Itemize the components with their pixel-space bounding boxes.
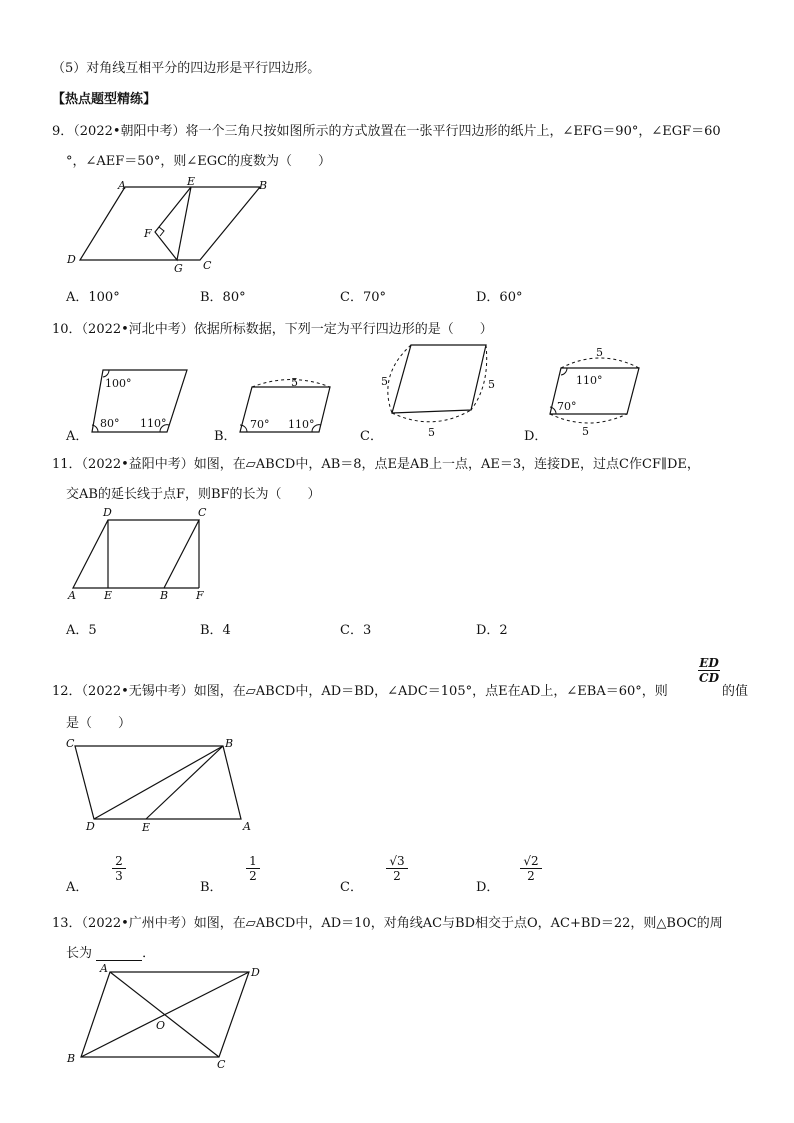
q12-fraction-numerator: ED <box>699 656 719 670</box>
q10-option-b[interactable]: B． <box>214 429 237 444</box>
q12-option-a[interactable]: A． <box>66 880 89 895</box>
q10-option-d[interactable]: D． <box>524 429 548 444</box>
q12-option-d-fraction <box>520 854 542 883</box>
q12-option-c-fraction <box>386 854 408 883</box>
q12-fraction-denominator: CD <box>699 671 719 685</box>
q12-option-d-num: √2 <box>520 854 542 869</box>
q12-option-a-num: 2 <box>112 854 126 869</box>
q10c-bottom-length: 5 <box>428 426 435 439</box>
q9-label-D: D <box>67 253 76 266</box>
q12-option-a-den: 3 <box>115 869 123 883</box>
q12-option-d[interactable]: D． <box>476 880 500 895</box>
section-title: 【热点题型精练】 <box>52 92 157 107</box>
q11-label-E: E <box>104 589 113 602</box>
q10-option-c[interactable]: C． <box>360 429 383 444</box>
q10b-angle-2: 110° <box>288 418 315 431</box>
q10-figure-d <box>540 348 650 438</box>
q9-stem-line2: °，∠AEF＝50°，则∠EGC的度数为（ ） <box>66 154 332 169</box>
q13-stem-post: ． <box>142 946 156 961</box>
q9-option-d[interactable]: D．60° <box>476 290 523 305</box>
q10d-top-length: 5 <box>596 346 603 359</box>
q12-stem-tail: 的值 <box>722 684 749 699</box>
q11-label-C: C <box>198 506 207 519</box>
q11-stem-line2: 交AB的延长线于点F，则BF的长为（ ） <box>66 487 321 502</box>
q11-option-a[interactable]: A．5 <box>66 623 97 638</box>
q11-option-d[interactable]: D．2 <box>476 623 508 638</box>
q13-stem-line1: 13．（2022•广州中考）如图，在▱ABCD中，AD＝10，对角线AC与BD相交于点O，AC+BD＝22，则△BOC的周 <box>52 916 723 931</box>
q10c-left-length: 5 <box>381 375 388 388</box>
q10d-bottom-length: 5 <box>582 425 589 438</box>
q12-stem-line2: 是（ ） <box>66 716 132 731</box>
q10c-right-length: 5 <box>488 378 495 391</box>
q9-option-c[interactable]: C．70° <box>340 290 386 305</box>
q9-figure <box>60 175 280 275</box>
q9-label-B: B <box>259 179 268 192</box>
q13-answer-blank[interactable] <box>96 948 142 961</box>
q11-label-F: F <box>196 589 204 602</box>
q10-figure-c <box>378 340 498 440</box>
q13-figure <box>62 962 272 1072</box>
q13-label-O: O <box>156 1019 166 1032</box>
q11-stem-line1: 11．（2022•益阳中考）如图，在▱ABCD中，AB＝8，点E是AB上一点，AE＝3，连接DE，过点C作CF∥DE， <box>52 457 700 472</box>
q12-label-E: E <box>142 821 151 834</box>
q12-option-b-fraction <box>246 854 260 883</box>
q12-stem-line1: 12．（2022•无锡中考）如图，在▱ABCD中，AD＝BD，∠ADC＝105°，点E在AD上，∠EBA＝60°，则 <box>52 684 668 699</box>
q13-label-B: B <box>67 1052 76 1065</box>
q9-label-C: C <box>203 259 212 272</box>
q12-option-c[interactable]: C． <box>340 880 363 895</box>
q10-figure-b <box>230 372 340 434</box>
q11-label-B: B <box>160 589 169 602</box>
q9-option-b[interactable]: B．80° <box>200 290 246 305</box>
q12-option-c-den: 2 <box>393 869 401 883</box>
q13-label-C: C <box>217 1058 226 1071</box>
q9-label-G: G <box>174 262 183 275</box>
q12-label-C: C <box>66 737 75 750</box>
q13-label-A: A <box>100 962 108 975</box>
q12-label-B: B <box>225 737 234 750</box>
q11-label-D: D <box>103 506 112 519</box>
q10-option-a[interactable]: A． <box>66 429 89 444</box>
q13-stem-pre: 长为 <box>66 946 93 961</box>
q11-option-b[interactable]: B．4 <box>200 623 231 638</box>
q13-label-D: D <box>251 966 260 979</box>
intro-line-5: （5）对角线互相平分的四边形是平行四边形。 <box>52 61 321 76</box>
q12-figure <box>66 738 266 838</box>
q10a-angle-2: 80° <box>100 417 120 430</box>
q10d-angle-2: 70° <box>557 400 577 413</box>
q9-label-A: A <box>118 179 126 192</box>
q10d-angle-1: 110° <box>576 374 603 387</box>
q12-option-b[interactable]: B． <box>200 880 223 895</box>
q9-label-F: F <box>144 227 152 240</box>
q12-label-D: D <box>86 820 95 833</box>
q12-label-A: A <box>243 820 251 833</box>
q12-option-d-den: 2 <box>527 869 535 883</box>
q12-option-c-num: √3 <box>386 854 408 869</box>
q10b-top-length: 5 <box>291 376 298 389</box>
q9-option-a[interactable]: A．100° <box>66 290 120 305</box>
q12-option-b-den: 2 <box>249 869 257 883</box>
q10a-angle-1: 100° <box>105 377 132 390</box>
q9-label-E: E <box>187 175 196 188</box>
q10b-angle-1: 70° <box>250 418 270 431</box>
q11-label-A: A <box>68 589 76 602</box>
q13-stem-line2 <box>66 942 155 961</box>
q10-figure-a <box>80 365 190 437</box>
q11-option-c[interactable]: C．3 <box>340 623 372 638</box>
q11-figure <box>66 506 216 602</box>
q12-fraction <box>698 656 720 685</box>
q9-stem-line1: 9．（2022•朝阳中考）将一个三角尺按如图所示的方式放置在一张平行四边形的纸片上，∠EFG＝90°，∠EGF＝60 <box>52 124 721 139</box>
q12-option-a-fraction <box>112 854 126 883</box>
q12-option-b-num: 1 <box>246 854 260 869</box>
q10a-angle-3: 110° <box>140 417 167 430</box>
q10-stem: 10．（2022•河北中考）依据所标数据，下列一定为平行四边形的是（ ） <box>52 322 493 337</box>
